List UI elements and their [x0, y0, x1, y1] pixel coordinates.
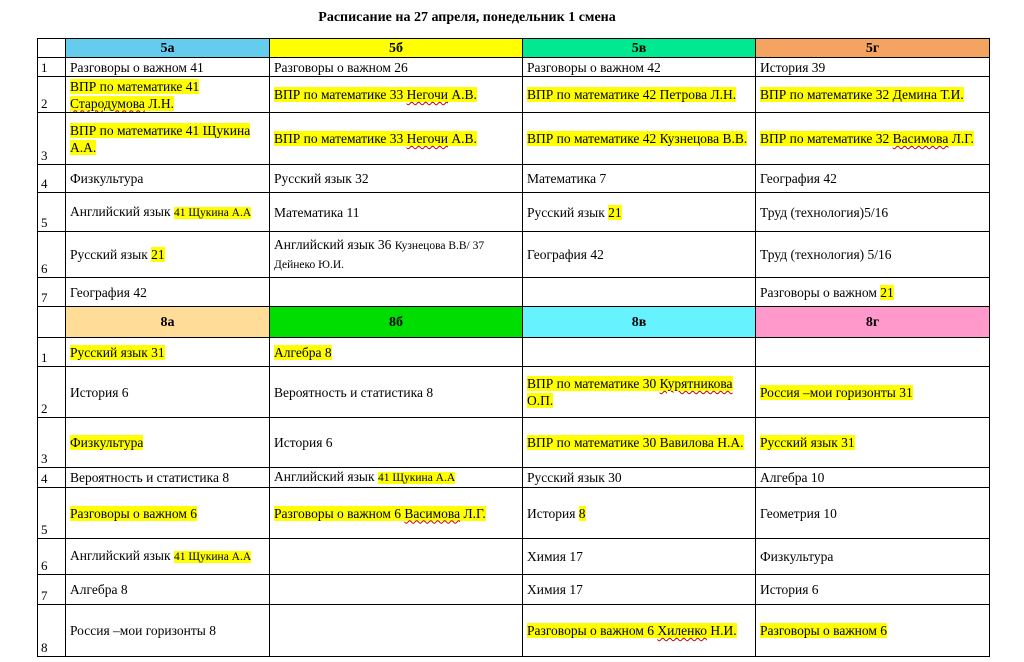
lesson-row [38, 338, 990, 367]
lesson-text: История 39 [760, 59, 826, 75]
lesson-text: Русский язык [527, 204, 609, 220]
lesson-text: Васимова [892, 131, 949, 146]
header-corner [38, 39, 66, 58]
lesson-text: Математика 7 [527, 171, 607, 186]
lesson-text: Разговоры о важном 6 [527, 623, 658, 638]
lesson-text: А.В. [448, 87, 477, 102]
lesson-cell [756, 468, 990, 488]
lesson-text: Геометрия 10 [760, 505, 837, 521]
lesson-number: 1 [38, 58, 66, 77]
schedule-table [37, 38, 990, 657]
lesson-cell [523, 605, 756, 657]
lesson-number: 4 [38, 165, 66, 193]
lesson-number: 2 [38, 77, 66, 113]
lesson-text: 41 Щукина А.А [377, 472, 456, 484]
lesson-cell [66, 575, 270, 605]
lesson-text: Н.И. [706, 623, 737, 638]
lesson-cell [66, 77, 270, 113]
lesson-cell [523, 488, 756, 539]
lesson-row [38, 539, 990, 575]
lesson-text: ВПР по математике 33 [274, 87, 407, 102]
lesson-text: Курятникова [659, 376, 733, 391]
lesson-text: Л.Г. [460, 505, 486, 521]
lesson-text: Физкультура [760, 549, 834, 564]
lesson-row [38, 278, 990, 307]
lesson-cell [756, 539, 990, 575]
lesson-text: 21 [880, 284, 894, 300]
lesson-cell [523, 193, 756, 232]
class-header: 8б [270, 307, 523, 338]
lesson-cell [66, 605, 270, 657]
lesson-text: Труд (технология) 5/16 [760, 247, 892, 262]
lesson-number: 1 [38, 338, 66, 367]
class-header: 8г [756, 307, 990, 338]
lesson-cell [523, 575, 756, 605]
lesson-cell [270, 575, 523, 605]
lesson-text: 8 [578, 505, 586, 521]
lesson-text: История 6 [274, 435, 333, 450]
header-corner [38, 307, 66, 338]
lesson-text: Хиленко [657, 623, 707, 638]
lesson-text: Вероятность и статистика 8 [70, 470, 230, 485]
lesson-cell [756, 367, 990, 418]
lesson-cell [270, 113, 523, 165]
lesson-text: Математика 11 [274, 204, 360, 220]
lesson-cell [756, 232, 990, 278]
class-header: 5а [66, 39, 270, 58]
lesson-text: Труд (технология)5/16 [760, 204, 889, 220]
lesson-cell [523, 278, 756, 307]
lesson-text: ВПР по математике 41 [70, 78, 200, 94]
lesson-text: А.В. [448, 131, 477, 146]
lesson-text: 41 Щукина А.А [173, 551, 252, 563]
lesson-text: Русский язык 31 [70, 344, 165, 360]
lesson-cell [270, 193, 523, 232]
lesson-text: ВПР по математике 42 Петрова Л.Н. [527, 87, 737, 102]
lesson-text: Разговоры о важном [760, 284, 881, 300]
lesson-cell [66, 165, 270, 193]
lesson-cell [270, 58, 523, 77]
lesson-text: Разговоры о важном 6 [760, 623, 888, 638]
lesson-text: ВПР по математике 30 Вавилова Н.А. [527, 435, 744, 450]
lesson-cell [270, 605, 523, 657]
lesson-cell [270, 338, 523, 367]
lesson-text: Россия –мои горизонты 8 [70, 623, 216, 638]
lesson-number: 6 [38, 539, 66, 575]
lesson-number: 5 [38, 488, 66, 539]
lesson-cell [270, 418, 523, 468]
lesson-text: О.П. [527, 393, 554, 408]
lesson-cell [270, 539, 523, 575]
lesson-cell [756, 193, 990, 232]
lesson-cell [756, 338, 990, 367]
lesson-row [38, 468, 990, 488]
lesson-cell [756, 488, 990, 539]
lesson-cell [523, 165, 756, 193]
class-header-row [38, 39, 990, 58]
lesson-cell [270, 278, 523, 307]
lesson-row [38, 77, 990, 113]
lesson-text: Русский язык 31 [760, 435, 855, 450]
lesson-text: Алгебра 8 [274, 344, 332, 360]
lesson-number: 7 [38, 278, 66, 307]
lesson-cell [523, 539, 756, 575]
lesson-cell [523, 77, 756, 113]
lesson-cell [523, 418, 756, 468]
lesson-text: История 6 [760, 582, 819, 597]
lesson-cell [523, 113, 756, 165]
lesson-text: Химия 17 [527, 582, 583, 597]
lesson-cell [756, 418, 990, 468]
lesson-number: 7 [38, 575, 66, 605]
lesson-row [38, 232, 990, 278]
lesson-row [38, 58, 990, 77]
lesson-text: 41 Щукина А.А [173, 206, 252, 219]
lesson-number: 5 [38, 193, 66, 232]
lesson-cell [523, 468, 756, 488]
lesson-text: Химия 17 [527, 549, 583, 564]
lesson-number: 3 [38, 418, 66, 468]
lesson-number: 2 [38, 367, 66, 418]
lesson-text: Физкультура [70, 435, 144, 450]
lesson-number: 6 [38, 232, 66, 278]
lesson-text: География 42 [70, 284, 147, 300]
lesson-text: Алгебра 10 [760, 470, 825, 485]
lesson-text: Русский язык [70, 247, 152, 262]
lesson-text: Английский язык [70, 203, 174, 219]
lesson-cell [66, 488, 270, 539]
lesson-text: География 42 [760, 171, 837, 186]
lesson-cell [66, 418, 270, 468]
lesson-text: Стародумова [70, 95, 145, 111]
lesson-text: Негочи [406, 131, 449, 146]
lesson-row [38, 165, 990, 193]
lesson-text: ВПР по математике 30 [527, 376, 660, 391]
lesson-text: Алгебра 8 [70, 582, 128, 597]
lesson-text: Негочи [406, 87, 449, 102]
lesson-text: Л.Г. [948, 131, 974, 146]
lesson-cell [756, 605, 990, 657]
lesson-text: Английский язык 36 [274, 236, 395, 252]
lesson-row [38, 488, 990, 539]
lesson-cell [66, 338, 270, 367]
lesson-cell [66, 58, 270, 77]
class-header-row [38, 307, 990, 338]
lesson-text: ВПР по математике 41 Щукина А.А. [70, 122, 251, 155]
lesson-cell [756, 575, 990, 605]
lesson-text: Разговоры о важном 42 [527, 59, 661, 75]
lesson-text: ВПР по математике 42 Кузнецова В.В. [527, 131, 748, 146]
lesson-row [38, 418, 990, 468]
lesson-cell [66, 113, 270, 165]
lesson-cell [66, 468, 270, 488]
lesson-number: 4 [38, 468, 66, 488]
lesson-text: 21 [151, 247, 165, 262]
page-title: Расписание на 27 апреля, понедельник 1 смена [318, 10, 616, 25]
lesson-cell [270, 468, 523, 488]
lesson-cell [66, 232, 270, 278]
class-header: 5в [523, 39, 756, 58]
lesson-text: Разговоры о важном 6 [274, 505, 405, 521]
lesson-cell [66, 539, 270, 575]
class-header: 8а [66, 307, 270, 338]
lesson-cell [270, 367, 523, 418]
lesson-row [38, 193, 990, 232]
lesson-cell [756, 113, 990, 165]
lesson-cell [270, 232, 523, 278]
class-header: 5б [270, 39, 523, 58]
lesson-text: Английский язык [70, 548, 174, 563]
lesson-number: 8 [38, 605, 66, 657]
lesson-text: 21 [608, 204, 622, 220]
lesson-text: Разговоры о важном 6 [70, 505, 198, 521]
lesson-text: Кузнецова В.В/ 37 Дейнеко Ю.И. [274, 239, 485, 271]
lesson-text: ВПР по математике 33 [274, 131, 407, 146]
lesson-cell [66, 367, 270, 418]
lesson-cell [523, 367, 756, 418]
lesson-text: ВПР по математике 32 [760, 131, 893, 146]
lesson-cell [523, 232, 756, 278]
lesson-text: Английский язык [274, 469, 378, 484]
lesson-cell [523, 338, 756, 367]
lesson-text: Русский язык 32 [274, 171, 369, 186]
lesson-row [38, 575, 990, 605]
lesson-text: ВПР по математике 32 Демина Т.И. [760, 87, 964, 102]
lesson-cell [523, 58, 756, 77]
class-header: 5г [756, 39, 990, 58]
lesson-row [38, 605, 990, 657]
lesson-cell [270, 488, 523, 539]
lesson-text: Русский язык 30 [527, 470, 622, 485]
lesson-row [38, 113, 990, 165]
lesson-text: Физкультура [70, 171, 144, 186]
class-header: 8в [523, 307, 756, 338]
lesson-text: Разговоры о важном 41 [70, 59, 204, 75]
lesson-text: География 42 [527, 247, 604, 262]
lesson-text: Васимова [404, 505, 461, 521]
lesson-cell [756, 77, 990, 113]
lesson-cell [756, 165, 990, 193]
lesson-text: История [527, 505, 579, 521]
lesson-cell [66, 193, 270, 232]
lesson-text: Л.Н. [144, 95, 174, 111]
lesson-cell [270, 77, 523, 113]
lesson-text: Россия –мои горизонты 31 [760, 384, 913, 400]
lesson-number: 3 [38, 113, 66, 165]
lesson-text: История 6 [70, 384, 129, 400]
lesson-cell [66, 278, 270, 307]
lesson-cell [756, 278, 990, 307]
lesson-row [38, 367, 990, 418]
lesson-cell [756, 58, 990, 77]
lesson-text: Вероятность и статистика 8 [274, 384, 434, 400]
lesson-text: Разговоры о важном 26 [274, 59, 408, 75]
lesson-cell [270, 165, 523, 193]
